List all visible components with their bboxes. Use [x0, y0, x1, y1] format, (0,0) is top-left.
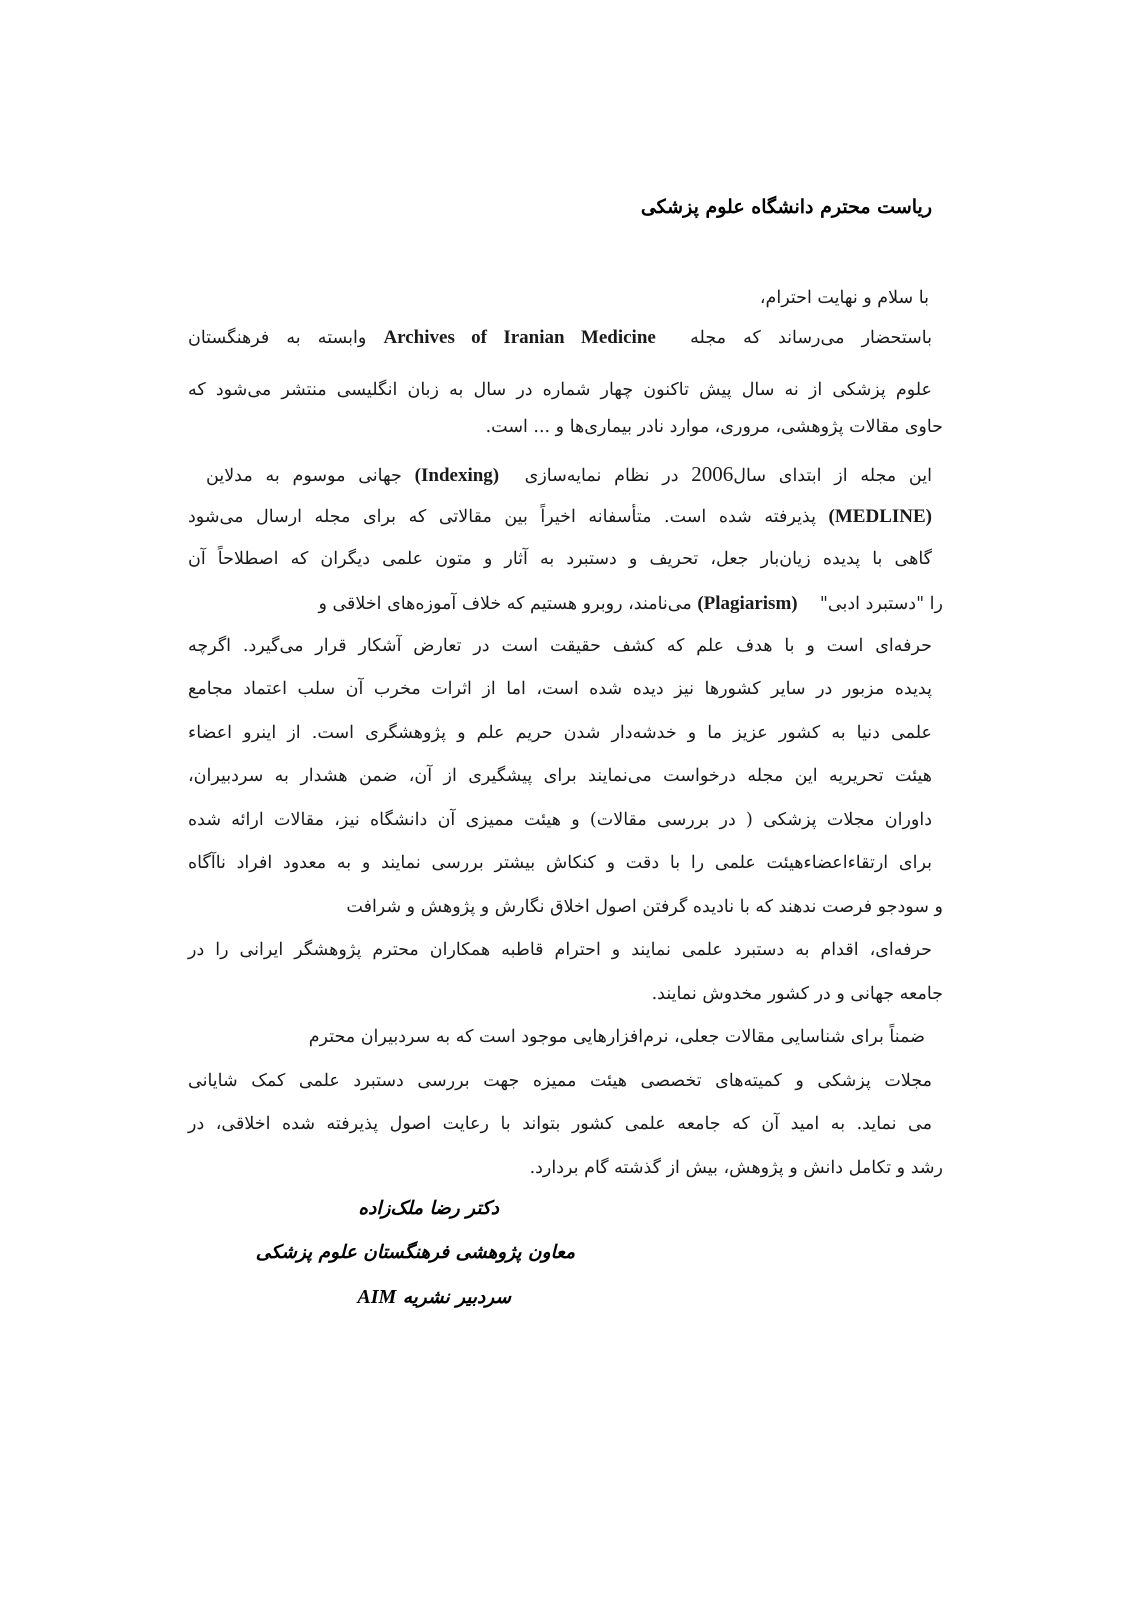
text-span: در نظام نمایه‌سازی: [524, 466, 679, 486]
signature-role: [357, 1286, 511, 1309]
paragraph-3-line-1: ضمناً برای شناسایی مقالات جعلی، نرم‌افزارهایی موجود است که به سردبیران محترم: [308, 1027, 925, 1047]
paragraph-2-line-10: برای ارتقاءاعضاءهیئت علمی را با دقت و کنکاش بیشتر بررسی نمایند و به معدود افراد ناآگاه: [188, 853, 932, 873]
paragraph-2-line-13: جامعه جهانی و در کشور مخدوش نمایند.: [651, 984, 943, 1004]
letter-addressee: ریاست محترم دانشگاه علوم پزشکی: [640, 196, 932, 218]
paragraph-1-line-3: حاوی مقالات پژوهشی، مروری، موارد نادر بیماری‌ها و ... است.: [485, 417, 943, 437]
paragraph-2-line-8: هیئت تحریریه این مجله درخواست می‌نمایند برای پیشگیری از آن، ضمن هشدار به سردبیران،: [188, 766, 932, 786]
letter-greeting: با سلام و نهایت احترام،: [759, 288, 929, 308]
paragraph-2-line-1: [206, 464, 932, 486]
paragraph-2-line-5: حرفه‌ای است و با هدف علم که کشف حقیقت است در تعارض آشکار قرار می‌گیرد. اگرچه: [188, 636, 932, 656]
paragraph-3-line-4: رشد و تکامل دانش و پژوهش، بیش از گذشته گام بردارد.: [529, 1158, 943, 1178]
paragraph-2-line-12: حرفه‌ای، اقدام به دستبرد علمی نمایند و احترام قاطبه همکاران محترم پژوهشگر ایرانی را در: [188, 940, 932, 960]
paragraph-2-line-3: گاهی با پدیده زیان‌بار جعل، تحریف و دستبرد به آثار و متون علمی دیگران که اصطلاحاً آن: [188, 549, 932, 569]
paragraph-3-line-2: مجلات پزشکی و کمیته‌های تخصصی هیئت ممیزه جهت بررسی دستبرد علمی کمک شایانی: [188, 1071, 932, 1091]
paragraph-1-line-1: [188, 328, 932, 348]
text-span: جهانی موسوم به مدلاین: [206, 466, 402, 486]
signature-position: معاون پژوهشی فرهنگستان علوم پزشکی: [255, 1242, 575, 1263]
year: 2006: [691, 462, 734, 486]
text-span: می‌نامند، روبرو هستیم که خلاف آموزه‌های اخلاقی و: [318, 594, 692, 614]
text-span: پذیرفته شده است. متأسفانه اخیراً بین مقالاتی که برای مجله ارسال می‌شود: [188, 507, 816, 527]
text-span: را "دستبرد ادبی": [819, 594, 943, 614]
paragraph-2-line-11: و سودجو فرصت ندهند که با نادیده گرفتن اصول اخلاق نگارش و پژوهش و شرافت: [346, 897, 943, 917]
journal-abbreviation: AIM: [357, 1286, 397, 1308]
paragraph-1-line-2: علوم پزشکی از نه سال پیش تاکنون چهار شماره در سال به زبان انگلیسی منتشر می‌شود که: [188, 380, 932, 400]
paragraph-2-line-2: [188, 507, 932, 527]
text-span: وابسته به فرهنگستان: [188, 328, 367, 348]
paragraph-2-line-9: داوران مجلات پزشکی ( در بررسی مقالات) و هیئت ممیزی آن دانشگاه نیز، مقالات ارائه شده: [188, 810, 932, 830]
text-span: سردبیر نشریه: [402, 1287, 511, 1308]
paragraph-3-line-3: می نماید. به امید آن که جامعه علمی کشور بتواند با رعایت اصول پذیرفته شده اخلاقی، در: [188, 1114, 932, 1134]
paragraph-2-line-7: علمی دنیا به کشور عزیز ما و خدشه‌دار شدن حریم علم و پژوهشگری است. از اینرو اعضاء: [188, 723, 932, 743]
signature-name: دکتر رضا ملک‌زاده: [358, 1198, 499, 1219]
journal-name: Archives of Iranian Medicine: [383, 327, 656, 348]
term-medline: (MEDLINE): [828, 506, 932, 527]
paragraph-2-line-6: پدیده مزبور در سایر کشورها نیز دیده شده است، اما از اثرات مخرب آن سلب اعتماد مجامع: [188, 679, 932, 699]
text-span: باستحضار می‌رساند که مجله: [690, 328, 932, 348]
text-span: این مجله از ابتدای سال: [733, 466, 932, 486]
term-indexing: (Indexing): [414, 465, 500, 486]
term-plagiarism: (Plagiarism): [697, 593, 798, 614]
paragraph-2-line-4: [318, 594, 943, 614]
